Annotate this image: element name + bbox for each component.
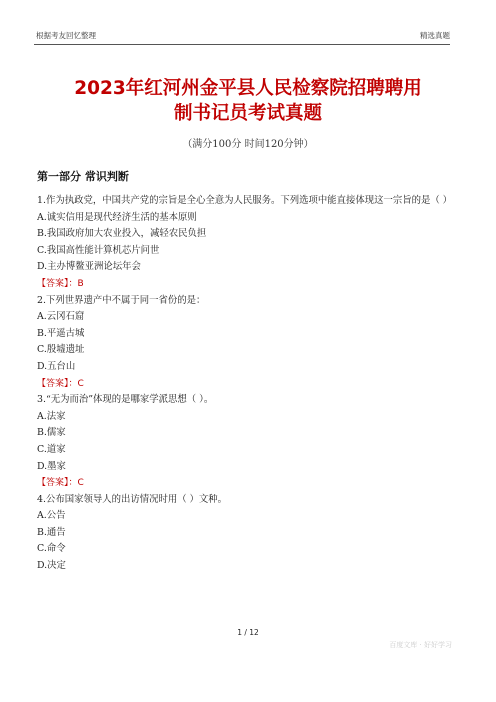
option-c: C.命令 <box>37 543 66 555</box>
question-4 <box>37 492 456 575</box>
question-list <box>37 193 456 575</box>
option-b: B.通告 <box>37 526 66 538</box>
question-stem: 3.“无为而治”体现的是哪家学派思想（ ）。 <box>37 394 214 406</box>
header-right-text: 精选真题 <box>420 31 450 40</box>
option-c: C.殷墟遗址 <box>37 344 85 356</box>
answer-label: 【答案】：C <box>37 478 84 489</box>
page-number: 1 / 12 <box>237 628 259 637</box>
question-2 <box>37 293 456 393</box>
option-d: D.五台山 <box>37 360 76 372</box>
option-a: A.诚实信用是现代经济生活的基本原则 <box>37 211 197 223</box>
answer-label: 【答案】：B <box>37 278 84 289</box>
option-c: C.我国高性能计算机芯片问世 <box>37 244 160 256</box>
option-a: A.公告 <box>37 510 66 522</box>
option-d: D.决定 <box>37 560 66 572</box>
watermark: 百度文库 · 好好学习 <box>389 641 452 649</box>
answer-label: 【答案】：C <box>37 378 84 389</box>
question-stem: 2.下列世界遗产中不属于同一省份的是： <box>37 294 206 306</box>
section-title: 第一部分 常识判断 <box>37 170 129 183</box>
question-1 <box>37 193 456 293</box>
option-b: B.平遥古城 <box>37 327 85 339</box>
option-b: B.儒家 <box>37 427 66 439</box>
document-title <box>30 76 466 126</box>
option-d: D.主办博鳌亚洲论坛年会 <box>37 261 141 273</box>
option-a: A.法家 <box>37 410 66 422</box>
option-b: B.我国政府加大农业投入，减轻农民负担 <box>37 228 207 240</box>
question-3 <box>37 392 456 492</box>
header-left-text: 根据考友回忆整理 <box>36 31 96 40</box>
page-header <box>34 24 450 45</box>
title-line-2: 制书记员考试真题 <box>173 103 322 124</box>
question-stem: 1.作为执政党，中国共产党的宗旨是全心全意为人民服务。下列选项中能直接体现这一宗旨的是（ ） <box>37 195 453 206</box>
title-line-1: 2023年红河州金平县人民检察院招聘聘用 <box>74 78 422 99</box>
exam-info: （满分100分 时间120分钟） <box>182 139 314 150</box>
option-d: D.墨家 <box>37 460 66 472</box>
option-a: A.云冈石窟 <box>37 311 85 323</box>
option-c: C.道家 <box>37 443 66 455</box>
question-stem: 4.公布国家领导人的出访情况时用（ ）文种。 <box>37 493 228 505</box>
